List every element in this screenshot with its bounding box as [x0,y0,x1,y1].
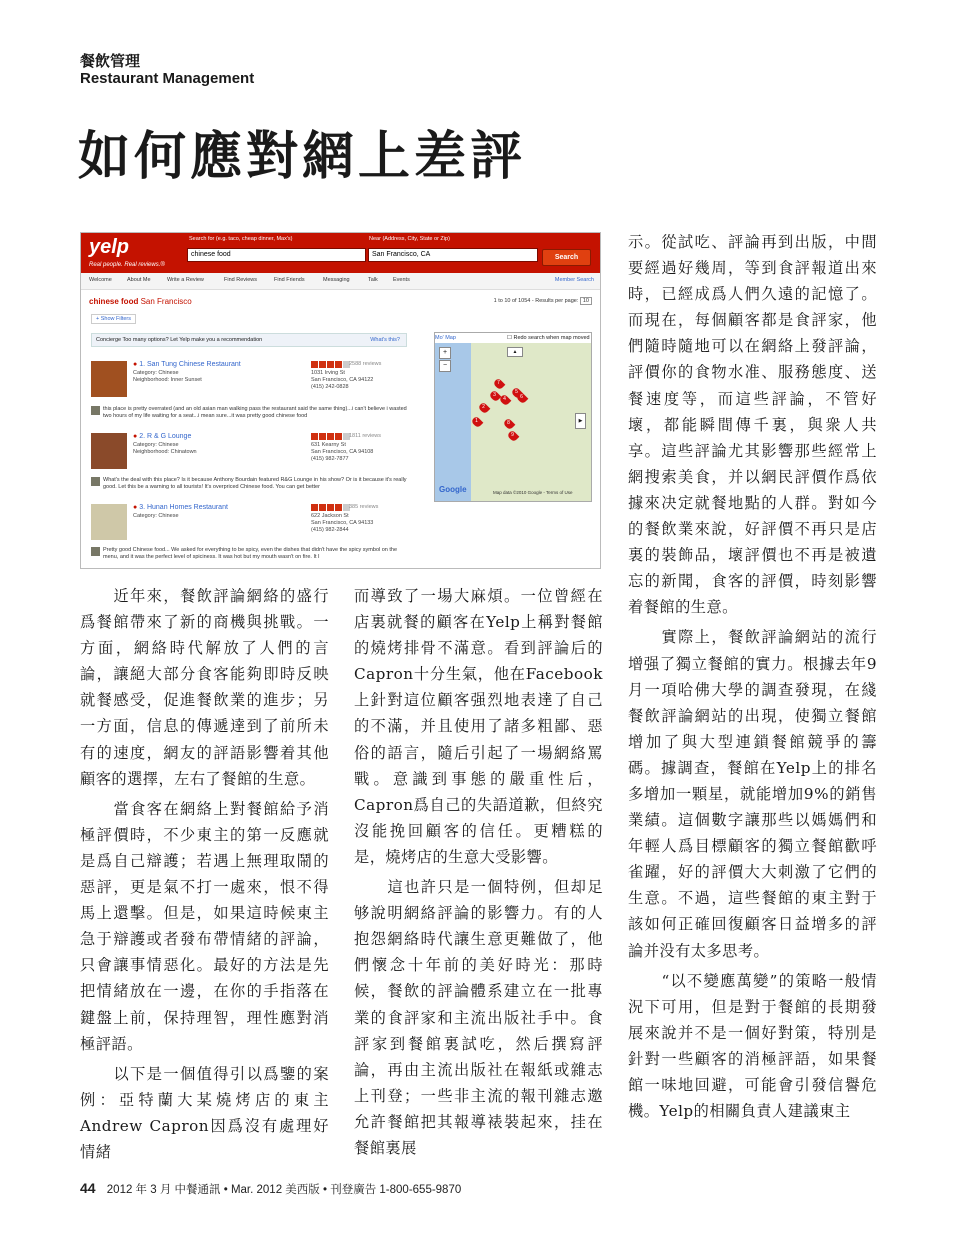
page-footer [80,1180,461,1197]
snippet-text: this place is pretty overrated (and an old asian man walking pass the restaurant said the same thing)...i can't believe i wasted two hours of my life waiting for a seat...i mean sure...it was pretty good chinese food [103,406,407,419]
map-pin[interactable]: 5 [511,387,524,400]
restaurant-photo [91,504,127,540]
results-per-page-select[interactable]: 10 [580,297,592,305]
nav-welcome[interactable]: Welcome [89,277,112,283]
review-count[interactable]: 385 reviews [349,504,379,510]
paragraph: “以不變應萬變”的策略一般情況下可用，但是對于餐館的長期發展來說并不是一個好對策，特別是針對一些顧客的消極評語，如果餐館一味地回避，可能會引發信譽危機。Yelp的相關負責人建議東主 [628,971,877,1121]
results-heading [89,297,192,306]
review-snippet [91,406,411,426]
snippet-text: What's the deal with this place? Is it because Anthony Bourdain featured R&G Lounge in his show? Or is it because it's really good. Let this be a warning to all tourists! It's overpriced Chinese food. You can get better [103,477,407,490]
restaurant-photo [91,361,127,397]
result-item[interactable] [91,504,401,540]
address-line: 622 Jackson St [311,513,349,519]
section-title-zh: 餐飲管理 [80,52,141,70]
show-filters-label: Show Filters [100,316,132,322]
paragraph: 當食客在網絡上對餐館給予消極評價時，不少東主的第一反應就是爲自己辯護；若遇上無理取鬧的惡評，更是氣不打一處來，恨不得馬上還擊。但是，如果這時候東主急于辯護或者發布帶情緒的評論，只會讓事情惡化。最好的方法是先把情緒放在一邊，在你的手指落在鍵盤上前，保持理智，理性應對消極評語。 [80,799,329,1053]
result-item[interactable] [91,433,401,469]
map-pin[interactable]: 7 [493,378,506,391]
search-for-input[interactable]: chinese food [187,248,366,262]
restaurant-neighborhood: Neighborhood: Inner Sunset [133,377,202,383]
results-query: chinese food [89,297,139,306]
results-place: San Francisco [140,297,192,306]
paragraph: 實際上，餐飲評論網站的流行增强了獨立餐館的實力。根據去年9月一項哈佛大學的調查發現，在綫餐飲評論網站的出現，使獨立餐館增加了與大型連鎖餐館競爭的籌碼。據調查，餐館在Yelp上的排名多增加一顆星，就能增加9%的銷售業績。這個數字讓那些以媽媽們和年輕人爲目標顧客的獨立餐館歡呼雀躍，好的評價大大刺激了它們的生意。不過，這些餐館的東主對于該如何正確回復顧客日益增多的評論并没有太多思考。 [628,628,877,960]
address-line: San Francisco, CA 94122 [311,377,374,383]
restaurant-meta [133,442,197,456]
address-line: 1031 Irving St [311,370,345,376]
phone-number: (415) 982-2844 [311,527,349,533]
address-line: 631 Kearny St [311,442,346,448]
redo-search-label: Redo search when map moved [513,335,590,341]
results-count-text: 1 to 10 of 1054 - Results per page: [493,298,579,304]
review-count[interactable]: 2588 reviews [349,361,382,367]
review-snippet [91,477,411,497]
reviewer-avatar [91,477,100,486]
pan-right-icon[interactable]: ▶ [575,413,586,429]
restaurant-category: Category: Chinese [133,442,179,448]
zoom-in-icon[interactable]: + [439,347,451,359]
restaurant-name-text: 1. San Tung Chinese Restaurant [139,361,241,368]
paragraph: 而導致了一場大麻煩。一位曾經在店裏就餐的顧客在Yelp上稱對餐館的燒烤排骨不滿意。看到評論后的Capron十分生氣，他在Facebook上針對這位顧客强烈地表達了自己的不滿，并且使用了諸多粗鄙、惡俗的語言，隨后引起了一場網絡罵戰。意識到事態的嚴重性后，Capron爲自己的失語道歉，但終究沒能挽回顧客的信任。更糟糕的是，燒烤店的生意大受影響。 [354,587,603,866]
show-filters-button[interactable]: + Show Filters [91,314,136,324]
restaurant-name[interactable]: ● 3. Hunan Homes Restaurant [133,504,228,511]
nav-messaging[interactable]: Messaging [323,277,350,283]
snippet-text: Pretty good Chinese food... We asked for everything to be spicy, even the dishes that didn't have the spicy symbol on the menu, and it was the perfect level of spiciness. It was hot but my mouth wasn't on fire. It I [103,547,398,560]
review-snippet [91,547,411,567]
nav-find-reviews[interactable]: Find Reviews [224,277,258,283]
section-title-en: Restaurant Management [80,70,255,87]
article-column-3 [628,229,877,1124]
footer-text: 2012 年 3 月 中餐通訊 • Mar. 2012 美西版 • 刊登廣告 1-800-655-9870 [106,1184,462,1196]
mo-map-link[interactable]: Mo' Map [435,335,456,341]
yelp-tagline: Real people. Real reviews.® [89,262,165,268]
article-title: 如何應對網上差評 [78,126,527,187]
page-number: 44 [80,1180,96,1196]
results-map[interactable] [434,332,592,502]
whats-this-link[interactable]: What's this? [370,337,400,343]
map-pin[interactable]: 1 [471,416,484,429]
article-column-2 [354,583,603,1161]
restaurant-name-text: 3. Hunan Homes Restaurant [139,504,228,511]
map-pin[interactable]: 4 [499,394,512,407]
concierge-text: Concierge Too many options? Let Yelp make you a recommendation [96,337,263,343]
address-line: San Francisco, CA 94108 [311,449,374,455]
map-attribution[interactable]: Map data ©2010 Google - Terms of Use [493,490,573,495]
phone-number: (415) 982-7877 [311,456,349,462]
restaurant-name[interactable]: ● 1. San Tung Chinese Restaurant [133,361,241,368]
member-search-link[interactable]: Member Search [554,277,594,283]
redo-search-checkbox[interactable]: ☐ Redo search when map moved [507,335,590,341]
phone-number: (415) 242-0828 [311,384,349,390]
restaurant-meta [133,370,202,384]
concierge-bar [91,333,407,347]
nav-write-review[interactable]: Write a Review [167,277,204,283]
restaurant-address [311,442,373,463]
restaurant-name[interactable]: ● 2. R & G Lounge [133,433,192,440]
yelp-header-bar [81,233,600,273]
restaurant-neighborhood: Neighborhood: Chinatown [133,449,197,455]
address-line: San Francisco, CA 94133 [311,520,374,526]
yelp-logo: yelp [89,236,130,258]
map-toolbar [435,333,591,343]
paragraph: 示。從試吃、評論再到出版，中間要經過好幾周，等到食評報道出來時，已經成爲人們久遠的記憶了。而現在，每個顧客都是食評家，他們隨時隨地可以在網絡上發評論，評價你的食物水准、服務態度、送餐速度等，而這些評論，不管好壞，都能瞬間傳千裏，與衆人共享。這些評論尤其影響那些經常上網搜索美食，并以網民評價作爲依據來决定就餐地點的人群。對如今的餐飲業來說，好評價不再只是店裏的裝飾品，壞評價也不再是被遺忘的新聞，食客的評價，時刻影響着餐館的生意。 [628,233,877,617]
restaurant-meta [133,513,179,520]
nav-find-friends[interactable]: Find Friends [274,277,305,283]
restaurant-address [311,370,373,391]
map-pin[interactable]: 3 [489,390,502,403]
restaurant-category: Category: Chinese [133,513,179,519]
article-column-1 [80,583,329,1165]
nav-events[interactable]: Events [393,277,410,283]
zoom-out-icon[interactable]: − [439,360,451,372]
restaurant-category: Category: Chinese [133,370,179,376]
near-input[interactable]: San Francisco, CA [368,248,538,262]
map-pin[interactable]: 2 [478,402,491,415]
restaurant-address [311,513,373,534]
paragraph: 以下是一個值得引以爲鑒的案例：亞特蘭大某燒烤店的東主Andrew Capron因爲沒有處理好情緒 [80,1064,329,1161]
paragraph: 這也許只是一個特例，但却足够說明網絡評論的影響力。有的人抱怨網絡時代讓生意更難做了，他們懷念十年前的美好時光：那時候，餐飲的評論體系建立在一批專業的食評家和主流出版社手中。食評家到餐館裏試吃，然后撰寫評論，再由主流出版社在報紙或雜志上刊登；一些非主流的報刊雜志邀允許餐館把其報導裱裝起來，挂在餐館裏展 [354,878,603,1157]
section-header [80,52,254,88]
search-button[interactable]: Search [542,249,591,266]
nav-talk[interactable]: Talk [368,277,378,283]
results-count [494,298,592,304]
near-label: Near (Address, City, State or Zip) [369,236,450,242]
reviewer-avatar [91,406,100,415]
map-pin[interactable]: 8 [503,418,516,431]
yelp-nav [81,273,600,290]
restaurant-name-text: 2. R & G Lounge [139,433,192,440]
yelp-screenshot [80,232,601,569]
review-count[interactable]: 1811 reviews [349,433,381,439]
reviewer-avatar [91,547,100,556]
google-logo: Google [439,485,467,494]
restaurant-photo [91,433,127,469]
map-pin[interactable]: 6 [516,392,529,405]
pan-up-icon[interactable]: ▲ [507,347,523,357]
paragraph: 近年來，餐飲評論網絡的盛行爲餐館帶來了新的商機與挑戰。一方面，網絡時代解放了人們的言論，讓絕大部分食客能夠即時反映就餐感受，促進餐飲業的進步；另一方面，信息的傳遞達到了前所未有的速度，網友的評語影響着其他顧客的選擇，左右了餐館的生意。 [80,587,329,788]
map-pin[interactable]: 9 [507,430,520,443]
result-item[interactable] [91,361,401,397]
nav-about-me[interactable]: About Me [127,277,151,283]
search-for-label: Search for (e.g. taco, cheap dinner, Max's) [189,236,293,242]
